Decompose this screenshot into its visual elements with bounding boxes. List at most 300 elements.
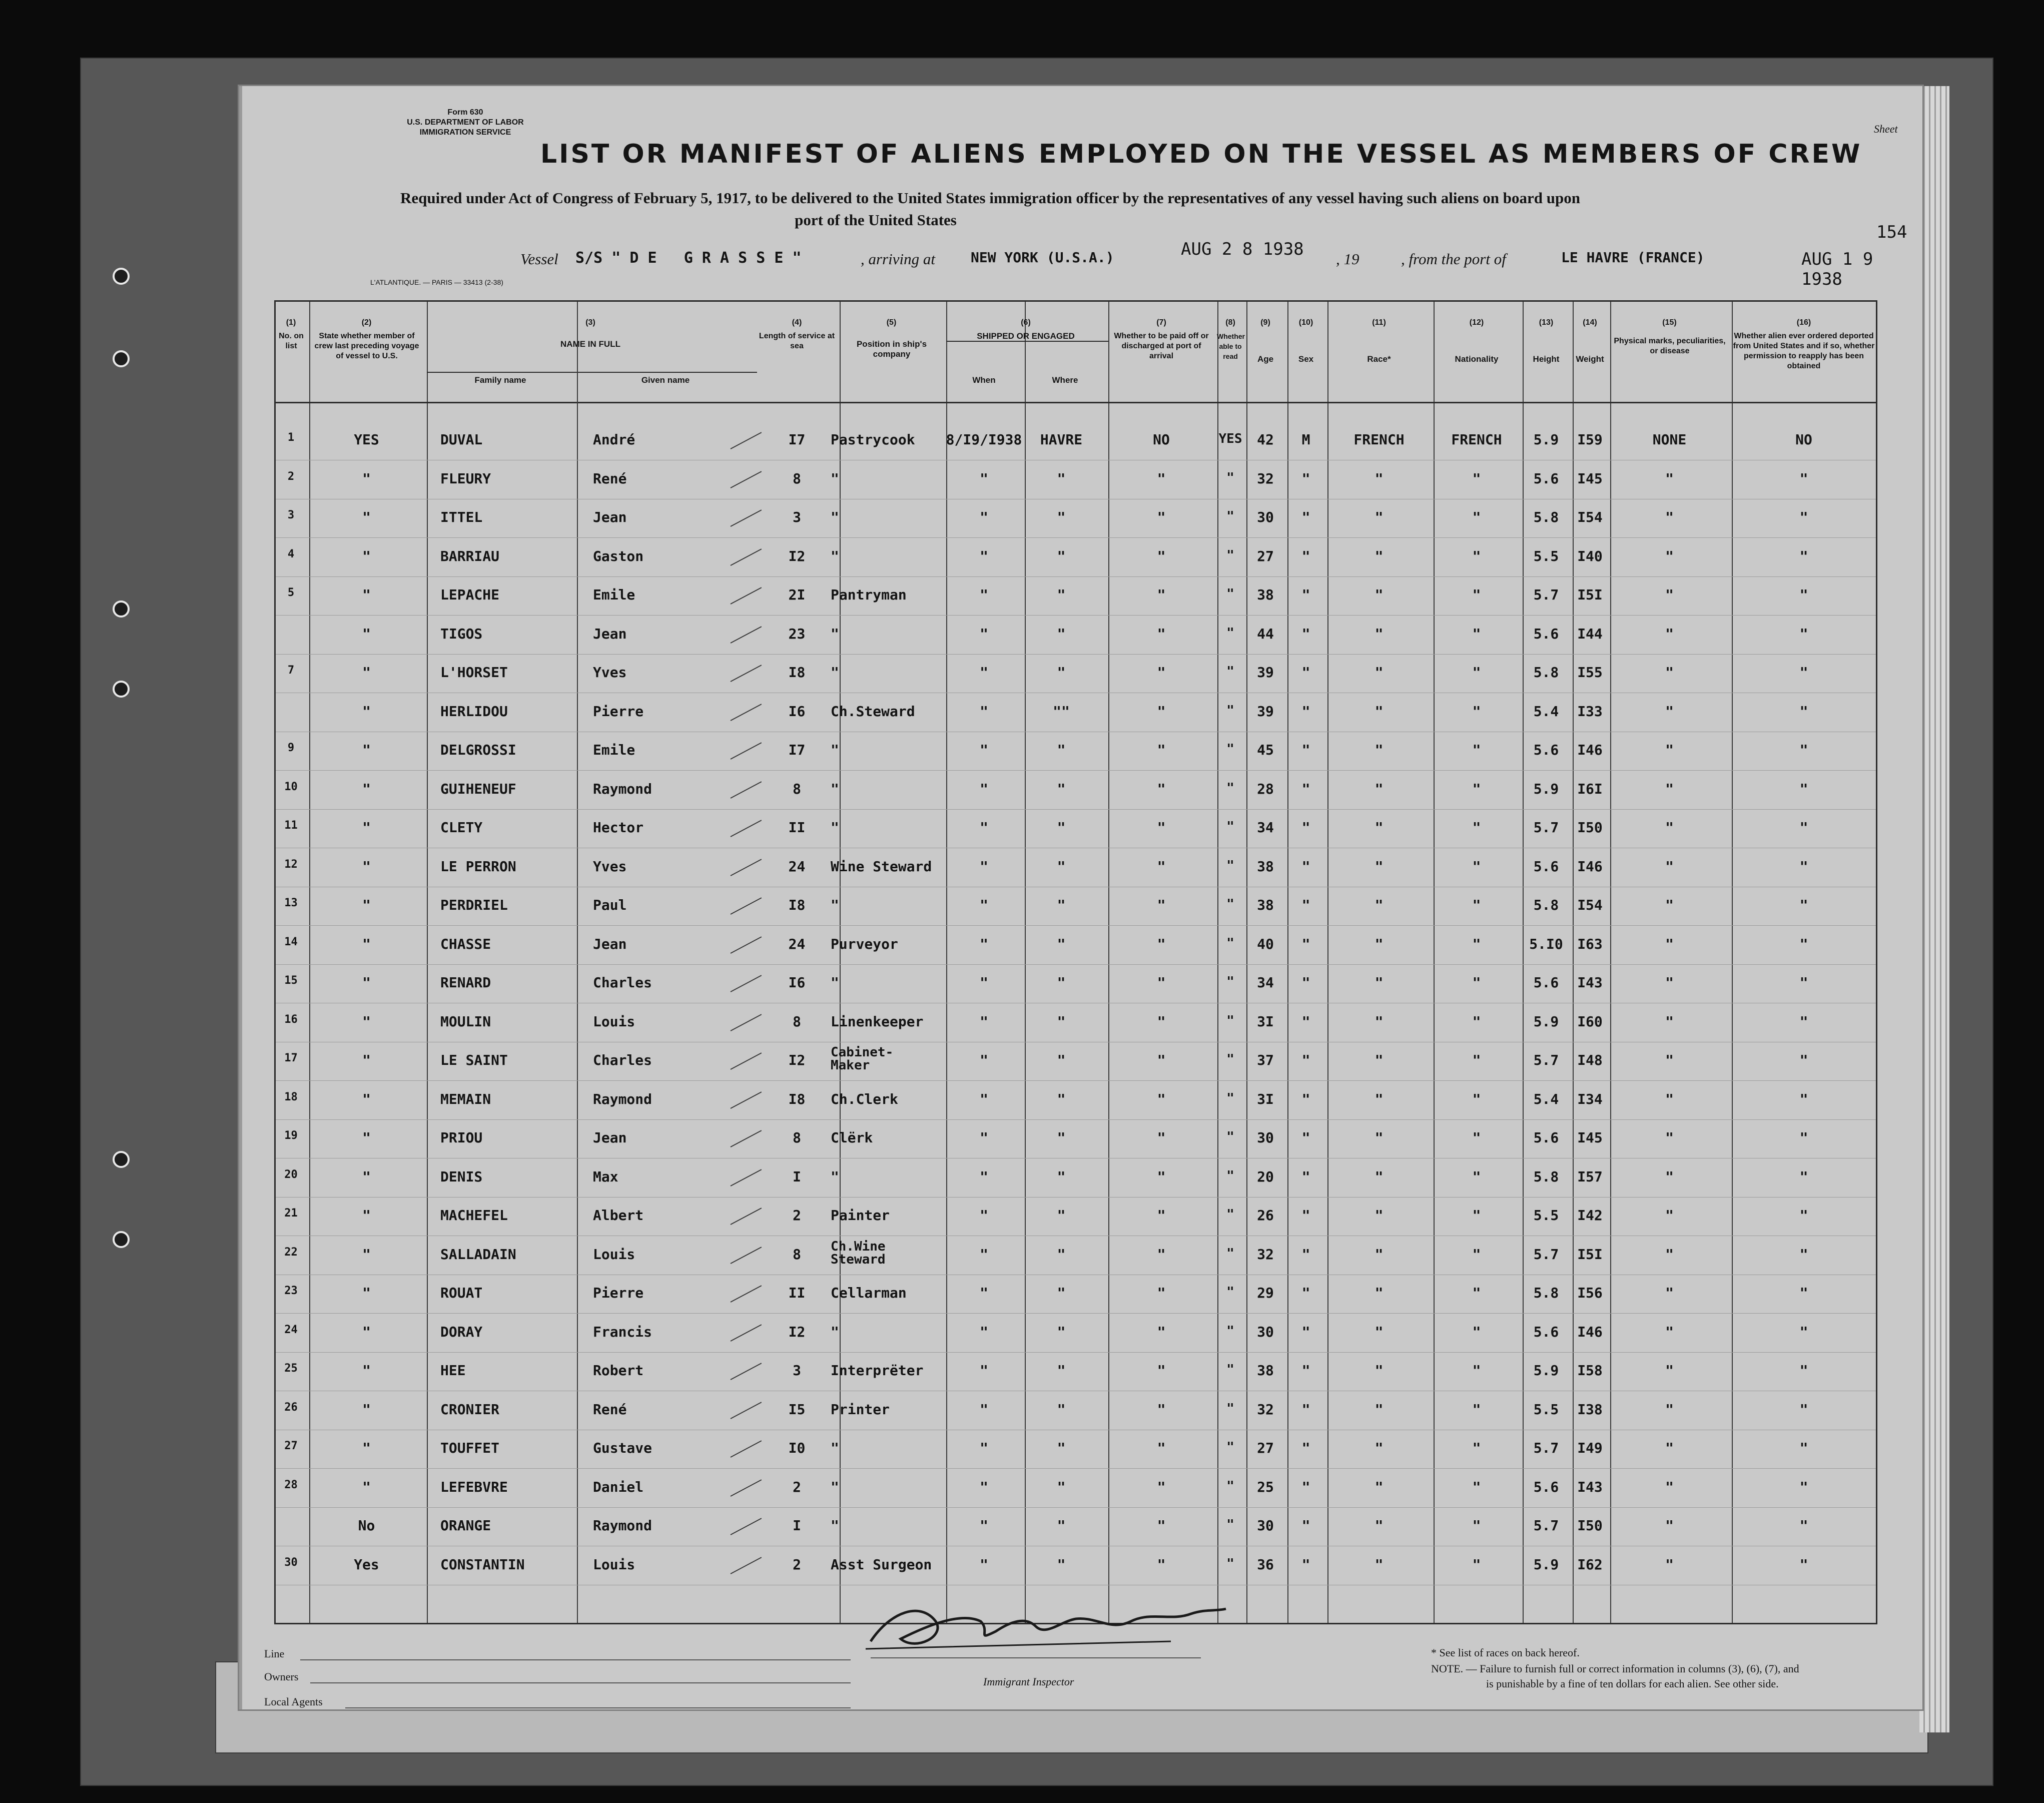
cell-paid: " <box>1157 1362 1166 1379</box>
cell-when: " <box>980 1323 988 1340</box>
cell-height: 5.7 <box>1533 1517 1559 1534</box>
cell-nat: " <box>1472 974 1481 991</box>
cell-paid: " <box>1157 1323 1166 1340</box>
cell-given: Raymond <box>593 1090 652 1107</box>
cell-no: 11 <box>284 819 298 832</box>
cell-nat: " <box>1472 897 1481 913</box>
cell-marks: " <box>1665 470 1674 487</box>
cell-no: 27 <box>284 1440 298 1452</box>
cell-weight: I46 <box>1577 858 1603 875</box>
cell-nat: " <box>1472 1129 1481 1146</box>
column-number: (9) <box>1260 318 1270 327</box>
cell-read: YES <box>1218 431 1242 446</box>
cell-no: 4 <box>287 547 295 560</box>
cell-nat: " <box>1472 1285 1481 1301</box>
column-number: (13) <box>1539 318 1554 327</box>
cell-read: " <box>1226 664 1234 679</box>
cell-marks: " <box>1665 780 1674 797</box>
cell-race: " <box>1375 974 1384 991</box>
binder-hole <box>113 350 130 367</box>
binder-hole <box>113 268 130 285</box>
requirement-line-2: port of the United States <box>795 211 957 229</box>
cell-sex: M <box>1301 431 1310 448</box>
cell-nat: " <box>1472 1401 1481 1418</box>
cell-marks: " <box>1665 625 1674 642</box>
cell-paid: " <box>1157 1478 1166 1495</box>
cell-position: Ch.Clerk <box>831 1090 898 1107</box>
cell-paid: " <box>1157 935 1166 952</box>
cell-age: 37 <box>1257 1052 1274 1068</box>
cell-height: 5.8 <box>1533 1285 1559 1301</box>
cell-where: " <box>1057 625 1066 642</box>
cell-race: " <box>1375 586 1384 603</box>
cell-prev: " <box>362 547 371 564</box>
column-header-service: Length of service at sea <box>759 332 835 350</box>
cell-given: Jean <box>593 935 627 952</box>
cell-no: 15 <box>284 974 298 987</box>
cell-no: 13 <box>284 897 298 909</box>
cell-paid: " <box>1157 1168 1166 1185</box>
cell-marks: " <box>1665 1168 1674 1185</box>
departure-port: LE HAVRE (FRANCE) <box>1561 249 1705 266</box>
cell-where: " <box>1057 935 1066 952</box>
cell-deported: " <box>1799 625 1808 642</box>
cell-deported: " <box>1799 1013 1808 1030</box>
cell-read: " <box>1226 547 1234 563</box>
cell-deported: " <box>1799 819 1808 836</box>
cell-no: 21 <box>284 1207 298 1220</box>
cell-marks: " <box>1665 1517 1674 1534</box>
cell-age: 26 <box>1257 1207 1274 1224</box>
cell-service: 8 <box>793 1013 801 1030</box>
cell-given: Raymond <box>593 1517 652 1534</box>
cell-when: " <box>980 974 988 991</box>
cell-given: Max <box>593 1168 618 1185</box>
cell-deported: " <box>1799 547 1808 564</box>
cell-position: Cabinet- Maker <box>831 1045 894 1073</box>
cell-weight: I50 <box>1577 819 1603 836</box>
cell-sex: " <box>1301 819 1310 836</box>
cell-nat: FRENCH <box>1451 431 1502 448</box>
cell-given: Emile <box>593 742 635 758</box>
cell-paid: " <box>1157 547 1166 564</box>
cell-family: SALLADAIN <box>440 1246 516 1263</box>
row-rule <box>276 1352 1876 1353</box>
cell-prev: " <box>362 470 371 487</box>
cell-race: " <box>1375 625 1384 642</box>
cell-read: " <box>1226 858 1234 873</box>
cell-family: DENIS <box>440 1168 483 1185</box>
cell-read: " <box>1226 1168 1234 1183</box>
cell-prev: No <box>358 1517 375 1534</box>
cell-given: Gustave <box>593 1440 652 1456</box>
cell-nat: " <box>1472 1323 1481 1340</box>
cell-prev: " <box>362 1440 371 1456</box>
column-header-name: NAME IN FULL <box>560 339 620 349</box>
row-rule <box>276 964 1876 965</box>
cell-where: " <box>1057 664 1066 681</box>
cell-position: " <box>831 1517 839 1534</box>
cell-no: 17 <box>284 1052 298 1064</box>
cell-height: 5.7 <box>1533 1246 1559 1263</box>
cell-service: 8 <box>793 1246 801 1263</box>
cell-family: CHASSE <box>440 935 491 952</box>
cell-read: " <box>1226 1440 1234 1455</box>
cell-weight: I43 <box>1577 1478 1603 1495</box>
cell-race: " <box>1375 1246 1384 1263</box>
cell-given: Gaston <box>593 547 644 564</box>
cell-service: I <box>793 1168 801 1185</box>
cell-age: 3I <box>1257 1013 1274 1030</box>
cell-age: 39 <box>1257 664 1274 681</box>
cell-marks: " <box>1665 1246 1674 1263</box>
cell-sex: " <box>1301 1013 1310 1030</box>
cell-position: " <box>831 742 839 758</box>
column-divider <box>1434 302 1435 1623</box>
cell-read: " <box>1226 1323 1234 1339</box>
cell-sex: " <box>1301 780 1310 797</box>
cell-position: " <box>831 974 839 991</box>
cell-weight: I33 <box>1577 703 1603 720</box>
cell-position: Interprëter <box>831 1362 924 1379</box>
cell-where: " <box>1057 1052 1066 1068</box>
cell-race: " <box>1375 1401 1384 1418</box>
cell-no: 14 <box>284 935 298 948</box>
cell-race: " <box>1375 742 1384 758</box>
cell-race: " <box>1375 1362 1384 1379</box>
cell-weight: I49 <box>1577 1440 1603 1456</box>
page-title: LIST OR MANIFEST OF ALIENS EMPLOYED ON THE VESSEL AS MEMBERS OF CREW <box>540 139 1862 169</box>
column-header-previous-voyage: State whether member of crew last preceding voyage of vessel to U.S. <box>314 332 419 360</box>
column-number: (7) <box>1156 318 1166 327</box>
cell-weight: I6I <box>1577 780 1603 797</box>
cell-race: " <box>1375 1517 1384 1534</box>
cell-when: " <box>980 1246 988 1263</box>
cell-family: CRONIER <box>440 1401 500 1418</box>
requirement-line-1: Required under Act of Congress of February 5, 1917, to be delivered to the United States immigration officer by the representatives of any vessel having such aliens on board upon <box>400 189 1580 207</box>
cell-read: " <box>1226 1013 1234 1028</box>
cell-marks: " <box>1665 1478 1674 1495</box>
cell-paid: NO <box>1153 431 1170 448</box>
cell-marks: " <box>1665 664 1674 681</box>
cell-position: " <box>831 1323 839 1340</box>
cell-position: " <box>831 470 839 487</box>
cell-given: Jean <box>593 625 627 642</box>
cell-marks: " <box>1665 1362 1674 1379</box>
cell-where: " <box>1057 1517 1066 1534</box>
cell-where: " <box>1057 742 1066 758</box>
column-divider <box>1025 302 1026 1623</box>
cell-service: 2 <box>793 1478 801 1495</box>
cell-service: I2 <box>788 1052 806 1068</box>
cell-prev: " <box>362 1052 371 1068</box>
column-number: (3) <box>585 318 595 327</box>
penalty-note-2: is punishable by a fine of ten dollars for each alien. See other side. <box>1486 1677 1779 1690</box>
cell-weight: I42 <box>1577 1207 1603 1224</box>
cell-service: II <box>788 819 806 836</box>
cell-sex: " <box>1301 974 1310 991</box>
cell-marks: " <box>1665 1052 1674 1068</box>
cell-height: 5.7 <box>1533 1440 1559 1456</box>
cell-weight: I40 <box>1577 547 1603 564</box>
row-rule <box>276 537 1876 538</box>
cell-prev: " <box>362 897 371 913</box>
cell-prev: " <box>362 1207 371 1224</box>
cell-sex: " <box>1301 1401 1310 1418</box>
cell-when: " <box>980 1285 988 1301</box>
row-rule <box>276 1313 1876 1314</box>
cell-race: " <box>1375 1556 1384 1573</box>
cell-given: Daniel <box>593 1478 644 1495</box>
cell-service: I8 <box>788 1090 806 1107</box>
cell-height: 5.9 <box>1533 1013 1559 1030</box>
cell-sex: " <box>1301 935 1310 952</box>
cell-service: 3 <box>793 1362 801 1379</box>
cell-marks: " <box>1665 547 1674 564</box>
cell-marks: " <box>1665 1013 1674 1030</box>
cell-read: " <box>1226 703 1234 718</box>
cell-race: " <box>1375 664 1384 681</box>
cell-weight: I43 <box>1577 974 1603 991</box>
cell-when: " <box>980 547 988 564</box>
cell-service: I5 <box>788 1401 806 1418</box>
cell-where: " <box>1057 1168 1066 1185</box>
cell-weight: I45 <box>1577 1129 1603 1146</box>
cell-no: 2 <box>287 470 295 483</box>
column-number: (2) <box>361 318 372 327</box>
column-header-weight: Weight <box>1576 354 1604 364</box>
cell-when: " <box>980 1478 988 1495</box>
cell-deported: " <box>1799 897 1808 913</box>
column-number: (15) <box>1662 318 1677 327</box>
cell-prev: " <box>362 742 371 758</box>
cell-nat: " <box>1472 1556 1481 1573</box>
cell-age: 32 <box>1257 470 1274 487</box>
cell-when: " <box>980 1401 988 1418</box>
cell-where: " <box>1057 547 1066 564</box>
cell-race: " <box>1375 1478 1384 1495</box>
cell-read: " <box>1226 1401 1234 1416</box>
cell-marks: " <box>1665 1090 1674 1107</box>
cell-deported: " <box>1799 1285 1808 1301</box>
cell-sex: " <box>1301 1285 1310 1301</box>
cell-deported: " <box>1799 742 1808 758</box>
cell-where: " <box>1057 819 1066 836</box>
cell-when: " <box>980 509 988 525</box>
cell-family: MEMAIN <box>440 1090 491 1107</box>
row-rule <box>276 576 1876 577</box>
cell-paid: " <box>1157 1090 1166 1107</box>
column-number: (4) <box>792 318 802 327</box>
arrival-date-stamp: AUG 2 8 1938 <box>1181 239 1304 259</box>
cell-family: LEFEBVRE <box>440 1478 508 1495</box>
cell-no: 1 <box>287 431 295 444</box>
cell-nat: " <box>1472 509 1481 525</box>
cell-age: 3I <box>1257 1090 1274 1107</box>
cell-service: I2 <box>788 547 806 564</box>
local-agents-rule <box>345 1707 851 1708</box>
cell-service: I6 <box>788 974 806 991</box>
cell-sex: " <box>1301 858 1310 875</box>
cell-weight: I5I <box>1577 586 1603 603</box>
column-header-deported: Whether alien ever ordered deported from United States and if so, whether permission to reapply has been obtained <box>1733 332 1875 370</box>
cell-where: " <box>1057 1323 1066 1340</box>
name-subheader-line <box>427 372 757 373</box>
penalty-note-1: NOTE. — Failure to furnish full or correct information in columns (3), (6), (7), and <box>1431 1662 1799 1675</box>
column-header-no: No. on list <box>279 332 304 350</box>
cell-family: GUIHENEUF <box>440 780 516 797</box>
cell-marks: " <box>1665 1129 1674 1146</box>
binder-hole <box>113 681 130 698</box>
cell-prev: " <box>362 1401 371 1418</box>
year-label: , 19 <box>1336 250 1359 268</box>
cell-service: II <box>788 1285 806 1301</box>
cell-race: " <box>1375 897 1384 913</box>
cell-paid: " <box>1157 1440 1166 1456</box>
cell-when: " <box>980 897 988 913</box>
column-divider <box>1573 302 1574 1623</box>
cell-position: Ch.Wine Steward <box>831 1239 886 1267</box>
cell-position: " <box>831 547 839 564</box>
cell-prev: " <box>362 935 371 952</box>
cell-age: 30 <box>1257 1129 1274 1146</box>
cell-paid: " <box>1157 1013 1166 1030</box>
cell-nat: " <box>1472 1440 1481 1456</box>
cell-marks: " <box>1665 897 1674 913</box>
cell-nat: " <box>1472 1013 1481 1030</box>
cell-family: ITTEL <box>440 509 483 525</box>
cell-family: CLETY <box>440 819 483 836</box>
cell-where: " <box>1057 1362 1066 1379</box>
cell-paid: " <box>1157 1556 1166 1573</box>
cell-marks: " <box>1665 935 1674 952</box>
column-header-sex: Sex <box>1298 354 1314 364</box>
column-header-where: Where <box>1052 375 1078 385</box>
cell-service: 8 <box>793 780 801 797</box>
cell-nat: " <box>1472 586 1481 603</box>
binder-hole <box>113 600 130 618</box>
row-rule <box>276 1468 1876 1469</box>
cell-paid: " <box>1157 897 1166 913</box>
cell-family: CONSTANTIN <box>440 1556 525 1573</box>
cell-given: Pierre <box>593 1285 644 1301</box>
cell-family: ROUAT <box>440 1285 483 1301</box>
cell-weight: I34 <box>1577 1090 1603 1107</box>
cell-read: " <box>1226 1478 1234 1494</box>
line-rule <box>300 1659 851 1660</box>
column-header-position: Position in ship's company <box>856 339 927 359</box>
column-header-shipped: SHIPPED OR ENGAGED <box>977 331 1075 341</box>
cell-read: " <box>1226 1362 1234 1377</box>
cell-given: Francis <box>593 1323 652 1340</box>
cell-race: " <box>1375 1013 1384 1030</box>
cell-where: " <box>1057 1013 1066 1030</box>
cell-given: Hector <box>593 819 644 836</box>
cell-paid: " <box>1157 470 1166 487</box>
cell-no: 25 <box>284 1362 298 1375</box>
cell-sex: " <box>1301 470 1310 487</box>
row-rule <box>276 809 1876 810</box>
cell-nat: " <box>1472 470 1481 487</box>
cell-marks: " <box>1665 1556 1674 1573</box>
cell-read: " <box>1226 1246 1234 1261</box>
cell-weight: I62 <box>1577 1556 1603 1573</box>
cell-sex: " <box>1301 1129 1310 1146</box>
cell-family: BARRIAU <box>440 547 500 564</box>
cell-prev: " <box>362 1246 371 1263</box>
cell-sex: " <box>1301 897 1310 913</box>
cell-family: PRIOU <box>440 1129 483 1146</box>
cell-height: 5.7 <box>1533 1052 1559 1068</box>
cell-height: 5.7 <box>1533 819 1559 836</box>
cell-read: " <box>1226 1517 1234 1532</box>
cell-where: " <box>1057 858 1066 875</box>
cell-weight: I57 <box>1577 1168 1603 1185</box>
cell-family: PERDRIEL <box>440 897 508 913</box>
cell-paid: " <box>1157 1401 1166 1418</box>
cell-family: ORANGE <box>440 1517 491 1534</box>
arriving-port: NEW YORK (U.S.A.) <box>971 249 1114 266</box>
cell-position: Ch.Steward <box>831 703 915 720</box>
cell-race: " <box>1375 780 1384 797</box>
cell-when: " <box>980 1090 988 1107</box>
cell-when: " <box>980 1168 988 1185</box>
cell-age: 38 <box>1257 897 1274 913</box>
cell-read: " <box>1226 470 1234 485</box>
cell-deported: " <box>1799 1246 1808 1263</box>
cell-weight: I58 <box>1577 1362 1603 1379</box>
cell-race: " <box>1375 1090 1384 1107</box>
cell-height: 5.6 <box>1533 858 1559 875</box>
cell-service: 24 <box>788 935 806 952</box>
cell-position: Pastrycook <box>831 431 915 448</box>
cell-service: I7 <box>788 431 806 448</box>
column-header-height: Height <box>1533 354 1560 364</box>
cell-nat: " <box>1472 742 1481 758</box>
column-divider <box>1246 302 1247 1623</box>
cell-no: 26 <box>284 1401 298 1414</box>
cell-nat: " <box>1472 703 1481 720</box>
cell-position: Asst Surgeon <box>831 1556 932 1573</box>
cell-marks: " <box>1665 1285 1674 1301</box>
cell-deported: " <box>1799 1401 1808 1418</box>
cell-weight: I59 <box>1577 431 1603 448</box>
cell-service: I0 <box>788 1440 806 1456</box>
cell-race: " <box>1375 1323 1384 1340</box>
cell-paid: " <box>1157 509 1166 525</box>
cell-height: 5.6 <box>1533 1323 1559 1340</box>
cell-marks: " <box>1665 974 1674 991</box>
cell-prev: " <box>362 974 371 991</box>
cell-given: Yves <box>593 858 627 875</box>
column-divider <box>309 302 310 1623</box>
cell-where: " <box>1057 1207 1066 1224</box>
cell-read: " <box>1226 1090 1234 1106</box>
cell-age: 34 <box>1257 819 1274 836</box>
column-header-when: When <box>972 375 996 385</box>
cell-prev: " <box>362 586 371 603</box>
cell-prev: " <box>362 1478 371 1495</box>
cell-read: " <box>1226 625 1234 641</box>
cell-no: 12 <box>284 858 298 871</box>
cell-age: 28 <box>1257 780 1274 797</box>
cell-race: " <box>1375 935 1384 952</box>
cell-no: 5 <box>287 586 295 599</box>
cell-where: " <box>1057 780 1066 797</box>
cell-deported: " <box>1799 780 1808 797</box>
cell-service: 24 <box>788 858 806 875</box>
cell-read: " <box>1226 935 1234 951</box>
